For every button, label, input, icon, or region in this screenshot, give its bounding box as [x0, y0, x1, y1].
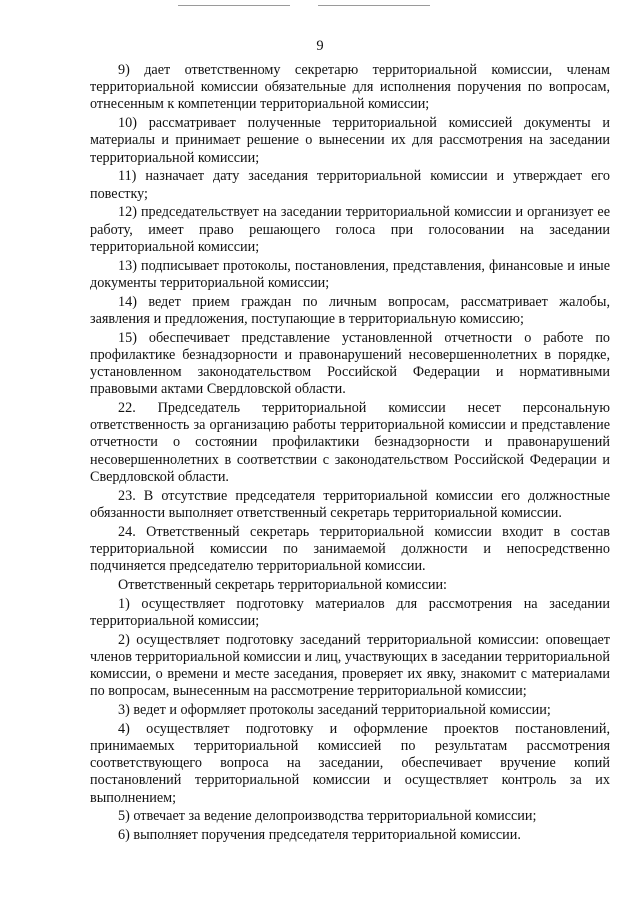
paragraph-duty-3: 3) ведет и оформляет протоколы заседаний территориальной комиссии; — [118, 702, 551, 719]
paragraph-item-9: 9) дает ответственному секретарю территориальной комиссии, членам территориальной комиссии обязательные для исполнения поручения по вопросам, отнесенным к компетенции территориальной комиссии; — [90, 62, 610, 113]
paragraph-section-24: 24. Ответственный секретарь территориальной комиссии входит в состав территориальной комиссии по занимаемой должности и непосредственно подчиняется председателю территориальной комиссии. — [90, 523, 610, 575]
scan-edge-line — [178, 5, 290, 6]
paragraph-duty-1: 1) осуществляет подготовку материалов для рассмотрения на заседании территориальной комиссии; — [90, 595, 610, 629]
paragraph-item-13: 13) подписывает протоколы, постановления, представления, финансовые и иные документы территориальной комиссии; — [90, 257, 610, 291]
paragraph-duty-6: 6) выполняет поручения председателя территориальной комиссии. — [118, 827, 521, 844]
scan-edge-line — [318, 5, 430, 6]
paragraph-item-14: 14) ведет прием граждан по личным вопросам, рассматривает жалобы, заявления и предложения, поступающие в территориальную комиссию; — [90, 293, 610, 327]
document-body — [90, 62, 610, 846]
paragraph-duty-2: 2) осуществляет подготовку заседаний территориальной комиссии: оповещает членов территориальной комиссии и лиц, участвующих в заседании территориальной комиссии, о времени и месте заседания, проверяет их явку, знакомит с материалами по вопросам, вынесенным на рассмотрение территориальной комиссии; — [90, 631, 610, 700]
paragraph-item-15: 15) обеспечивает представление установленной отчетности о работе по профилактике безнадзорности и правонарушений несовершеннолетних в порядке, установленном законодательством Российской Федерации и нормативными правовыми актами Свердловской области. — [90, 329, 610, 398]
paragraph-section-23: 23. В отсутствие председателя территориальной комиссии его должностные обязанности выполняет ответственный секретарь территориальной комиссии. — [90, 487, 610, 521]
page-number: 9 — [316, 38, 324, 54]
paragraph-secretary-intro: Ответственный секретарь территориальной комиссии: — [118, 576, 447, 593]
paragraph-item-11: 11) назначает дату заседания территориальной комиссии и утверждает его повестку; — [90, 168, 610, 202]
paragraph-duty-5: 5) отвечает за ведение делопроизводства территориальной комиссии; — [118, 808, 537, 825]
paragraph-item-12: 12) председательствует на заседании территориальной комиссии и организует ее работу, имеет право решающего голоса при голосовании на заседании территориальной комиссии; — [90, 204, 610, 255]
paragraph-section-22: 22. Председатель территориальной комиссии несет персональную ответственность за организацию работы территориальной комиссии и представление отчетности о состоянии профилактики безнадзорности и правонарушений несовершеннолетних в соответствии с законодательством Российской Федерации и Свердловской области. — [90, 400, 610, 485]
paragraph-item-10: 10) рассматривает полученные территориальной комиссией документы и материалы и принимает решение о вынесении их для рассмотрения на заседании территориальной комиссии; — [90, 115, 610, 166]
paragraph-duty-4: 4) осуществляет подготовку и оформление проектов постановлений, принимаемых территориальной комиссией по результатам рассмотрения соответствующего вопроса на заседании, обеспечивает вручение копий постановлений территориальной комиссии и осуществляет контроль за их выполнением; — [90, 720, 610, 806]
